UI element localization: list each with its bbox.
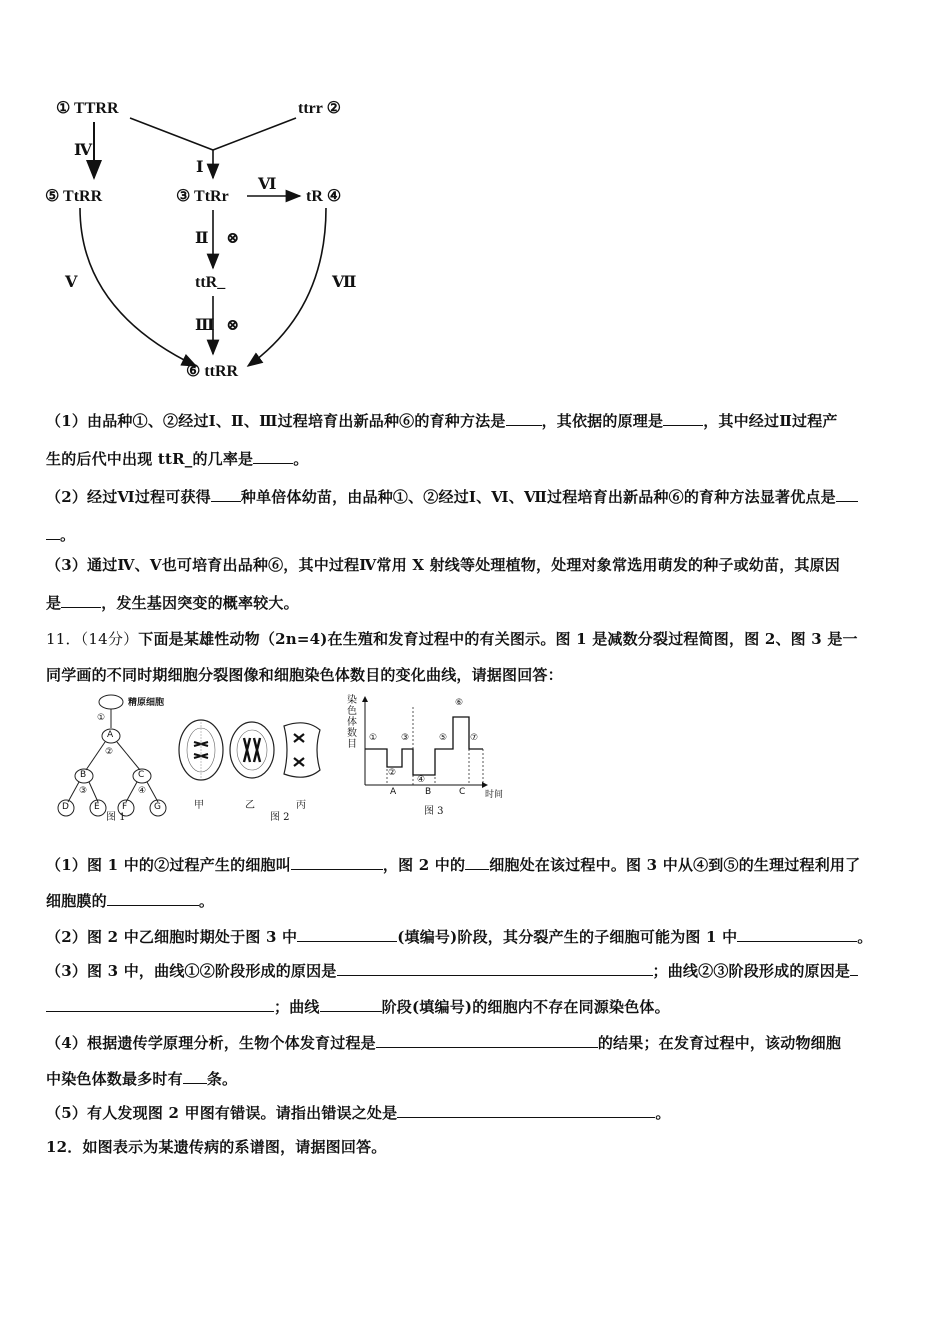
fig3-stage-6: ⑥ <box>455 698 464 708</box>
q11-part5: （5）有人发现图 2 甲图有错误。请指出错误之处是 。 <box>46 1104 671 1122</box>
q11-part3-line2: ；曲线 阶段(填编号)的细胞内不存在同源染色体。 <box>46 996 908 1017</box>
label-vii: Ⅶ <box>332 274 357 291</box>
answer-blank[interactable] <box>337 960 653 976</box>
q11-part1-line1: （1）图 1 中的②过程产生的细胞叫 ，图 2 中的 细胞处在该过程中。图 3 中从④到⑤的生理过程利用了 <box>46 856 861 874</box>
question-number: 11．（14分） <box>46 630 139 648</box>
answer-blank[interactable] <box>211 486 241 502</box>
fig3-stage-4: ④ <box>417 775 426 785</box>
answer-blank[interactable] <box>320 996 382 1012</box>
label-v: Ⅴ <box>65 274 78 291</box>
cell-yi <box>230 722 274 778</box>
fig1-node-b: B <box>80 770 87 780</box>
answer-blank[interactable] <box>465 854 489 870</box>
q11-intro-line2: 同学画的不同时期细胞分裂图像和细胞染色体数目的变化曲线，请据图回答： <box>46 666 563 684</box>
node-1-label: ① TTRR <box>56 100 119 117</box>
fig3-xlabel: 时间 <box>485 790 504 800</box>
label-iii: Ⅲ <box>195 317 215 334</box>
node-3-label: ③ TtRr <box>176 188 229 205</box>
fig2-label-jia: 甲 <box>194 800 204 811</box>
answer-blank[interactable] <box>376 1032 598 1048</box>
label-vi: Ⅵ <box>258 176 277 193</box>
q10-part2-line1: （2）经过Ⅵ过程可获得 种单倍体幼苗，由品种①、②经过Ⅰ、Ⅵ、Ⅶ过程培育出新品种⑥的育种方法显著优点是 <box>46 486 908 507</box>
answer-blank[interactable] <box>836 486 858 502</box>
answer-blank[interactable] <box>46 524 60 540</box>
answer-blank[interactable] <box>107 890 199 906</box>
fig3-stage-7: ⑦ <box>470 733 479 743</box>
fig1-node-c: C <box>138 770 145 780</box>
node-mid-label: ttR_ <box>195 274 226 291</box>
answer-blank[interactable] <box>297 926 397 942</box>
q10-part3-line1: （3）通过Ⅳ、Ⅴ也可培育出品种⑥，其中过程Ⅳ常用 X 射线等处理植物，处理对象常选用萌发的种子或幼苗，其原因 <box>46 556 841 574</box>
q11-part2: （2）图 2 中乙细胞时期处于图 3 中 (填编号)阶段，其分裂产生的子细胞可能为图 1 中 。 <box>46 928 873 946</box>
fig3-ylabel: 染 色 体 数 目 <box>347 695 357 750</box>
node-6-label: ⑥ ttRR <box>186 363 239 380</box>
figure-2 <box>176 700 326 818</box>
figure-3 <box>345 693 525 808</box>
q11-part4-line1: （4）根据遗传学原理分析，生物个体发育过程是 的结果；在发育过程中，该动物细胞 <box>46 1034 842 1052</box>
q11-part3-line1: （3）图 3 中，曲线①②阶段形成的原因是 ；曲线②③阶段形成的原因是 <box>46 960 908 981</box>
answer-blank[interactable] <box>61 592 101 608</box>
answer-blank[interactable] <box>253 448 293 464</box>
answer-blank[interactable] <box>46 996 274 1012</box>
fig3-stage-3: ③ <box>401 733 410 743</box>
fig1-top-label: 精原细胞 <box>128 698 165 708</box>
q11-intro-line1: 11．（14分）下面是某雄性动物（2n=4)在生殖和发育过程中的有关图示。图 1 是减数分裂过程简图，图 2、图 3 是一 <box>46 630 858 648</box>
answer-blank[interactable] <box>291 854 383 870</box>
arrow-v <box>80 208 196 366</box>
answer-blank[interactable] <box>850 960 858 976</box>
breeding-arrows <box>0 0 950 390</box>
q10-part1-line1: （1）由品种①、②经过Ⅰ、Ⅱ、Ⅲ过程培育出新品种⑥的育种方法是 ，其依据的原理是 ，其中经过Ⅱ过程产 <box>46 412 838 430</box>
fig1-node-e: E <box>94 802 100 812</box>
cell-bing <box>284 723 320 777</box>
q11-part4-line2: 中染色体数最多时有 条。 <box>46 1070 238 1088</box>
label-ii: Ⅱ <box>195 230 209 247</box>
fig3-stage-2: ② <box>388 768 397 778</box>
figure-1-caption: 图 1 <box>106 812 126 823</box>
answer-blank[interactable] <box>183 1068 207 1084</box>
q10-part3-line2: 是 ，发生基因突变的概率较大。 <box>46 594 299 612</box>
q10-part2-line2: 。 <box>46 524 908 545</box>
fig2-label-yi: 乙 <box>245 800 255 811</box>
fig1-step-4: ④ <box>138 786 147 796</box>
selfing-icon-ii: ⊗ <box>226 230 240 247</box>
figure-1 <box>50 692 180 822</box>
arrow-vii <box>248 208 326 366</box>
fig1-step-3: ③ <box>79 786 88 796</box>
answer-blank[interactable] <box>737 926 857 942</box>
fig1-node-a: A <box>107 730 114 740</box>
breeding-diagram <box>0 0 950 390</box>
fig3-tick-a: A <box>390 787 397 797</box>
node-2-label: ttrr ② <box>298 100 341 117</box>
line-from-2 <box>213 118 296 150</box>
figure-2-caption: 图 2 <box>270 812 290 823</box>
selfing-icon-iii: ⊗ <box>226 317 240 334</box>
fig3-tick-b: B <box>425 787 432 797</box>
fig1-step-1: ① <box>97 713 106 723</box>
fig3-stage-5: ⑤ <box>439 733 448 743</box>
q11-part1-line2: 细胞膜的 。 <box>46 892 215 910</box>
q10-part1-line2: 生的后代中出现 ttR_的几率是 。 <box>46 450 309 468</box>
fig1-node-f: F <box>122 802 128 812</box>
node-5-label: ⑤ TtRR <box>45 188 103 205</box>
figure-3-caption: 图 3 <box>424 806 444 817</box>
answer-blank[interactable] <box>663 410 703 426</box>
fig1-step-2: ② <box>105 747 114 757</box>
fig2-label-bing: 丙 <box>296 800 306 811</box>
q12-text: 12．如图表示为某遗传病的系谱图，请据图回答。 <box>46 1138 387 1156</box>
label-iv: Ⅳ <box>74 142 93 159</box>
fig1-node-g: G <box>154 802 161 812</box>
node-4-label: tR ④ <box>306 188 342 205</box>
fig1-node-d: D <box>62 802 69 812</box>
answer-blank[interactable] <box>506 410 542 426</box>
answer-blank[interactable] <box>397 1102 655 1118</box>
fig3-stage-1: ① <box>369 733 378 743</box>
label-i: Ⅰ <box>196 159 204 176</box>
fig3-tick-c: C <box>459 787 466 797</box>
line-from-1 <box>130 118 213 150</box>
